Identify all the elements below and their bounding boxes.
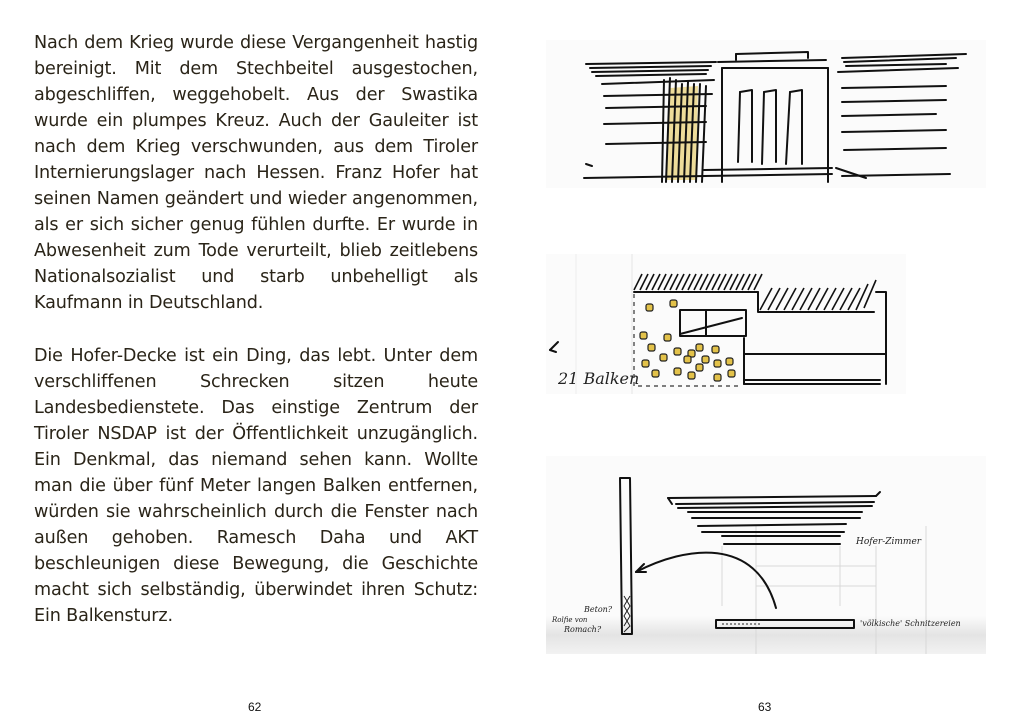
paragraph-1: Nach dem Krieg wurde diese Vergangenheit hastig bereinigt. Mit dem Stechbeitel ausgestochen, abgeschliffen, weggehobelt. Aus der Swastika wurde ein plumpes Kreuz. Auch der Gauleiter ist nach dem Krieg verschwunden, aus dem Tiroler Internierungslager nach Hessen. Franz Hofer hat seinen Namen geändert und wieder angenommen, als er sich sicher genug fühlen durfte. Er wurde in Abwesenheit zum Tode verurteilt, blieb zeitlebens Nationalsozialist und starb unbehelligt als Kaufmann in Deutschland. — [34, 33, 478, 314]
facade-elevation-sketch — [546, 40, 986, 188]
page-number-left: 62 — [248, 700, 262, 714]
annotation-hofer-zimmer: Hofer-Zimmer — [856, 537, 922, 547]
page-number-right: 63 — [758, 700, 772, 714]
annotation-beton: Beton? — [584, 605, 613, 614]
body-text — [34, 30, 478, 629]
annotation-rolfie: Rolfie von — [552, 616, 588, 624]
paragraph-2: Die Hofer-Decke ist ein Ding, das lebt. Unter dem verschliffenen Schrecken sitzen heute Landesbedienstete. Das einstige Zentrum der Tiroler NSDAP ist der Öffentlichkeit unzugänglich. Ein Denkmal, das niemand sehen kann. Wollte man die über fünf Meter langen Balken entfernen, würden sie wahrscheinlich durch die Fenster nach außen gehoben. Ramesch Daha und AKT beschleunigen diese Bewegung, die Geschichte macht sich selbständig, überwindet ihren Schutz: Ein Balkensturz. — [34, 345, 478, 626]
annotation-romach: Romach? — [564, 625, 602, 634]
annotation-schnitzereien: 'völkische' Schnitzereien — [860, 619, 961, 628]
right-page — [510, 0, 1020, 724]
sketch-annotation-beams: 21 Balken — [558, 369, 640, 388]
beam-fall-sketch — [546, 456, 986, 654]
ceiling-section-sketch — [546, 254, 906, 394]
